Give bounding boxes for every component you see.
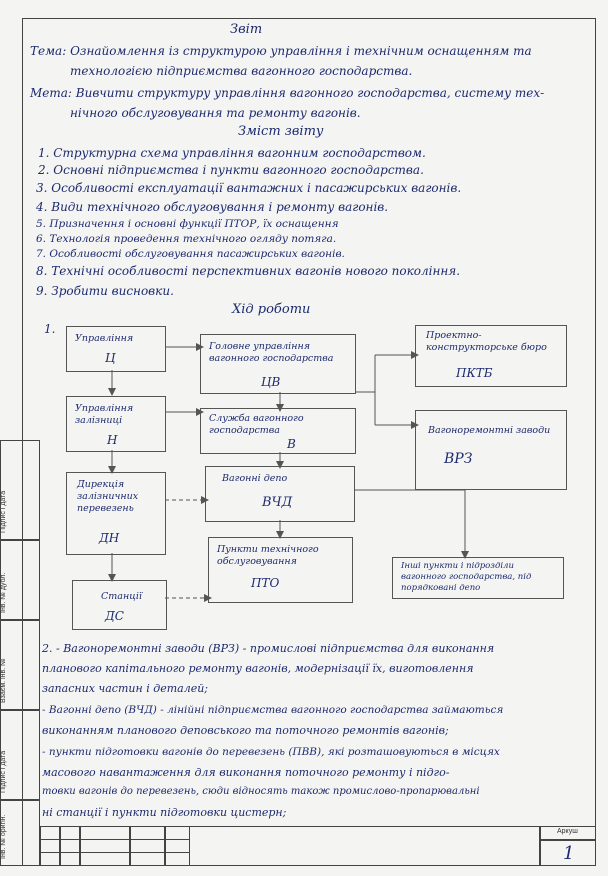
contents-item-2: 2. Основні підприємства і пункти вагонного господарства.: [38, 163, 424, 177]
contents-item-5: 5. Призначення і основні функції ПТОР, їх оснащення: [36, 218, 339, 230]
contents-item-9: 9. Зробити висновки.: [36, 284, 174, 298]
side-cell-mutual-inv: Взаєм. інв. №: [0, 620, 40, 710]
report-title: Звіт: [230, 22, 263, 37]
side-cell-dup-inv: Інв. № дубл.: [0, 540, 40, 620]
contents-item-1: 1. Структурна схема управління вагонним господарством.: [38, 146, 426, 160]
topic-line-1: Тема: Ознайомлення із структурою управління і технічним оснащенням та: [30, 44, 532, 58]
box-uz: Управління Ц: [66, 326, 166, 372]
progress-heading: Хід роботи: [232, 302, 311, 317]
contents-item-7: 7. Особливості обслуговування пасажирських вагонів.: [36, 248, 345, 260]
sheet-label: Аркуш: [557, 828, 578, 835]
goal-line-1: Мета: Вивчити структуру управління вагонного господарства, систему тех-: [30, 86, 545, 100]
contents-heading: Зміст звіту: [238, 124, 324, 139]
side-cell-signature-2: Підпис і дата: [0, 710, 40, 800]
para-line-8: товки вагонів до перевезень, сюди відносять також промислово-пропарювальні: [42, 786, 480, 797]
side-cell-signature-1: Підпис і дата: [0, 440, 40, 540]
sheet-number: 1: [563, 843, 575, 864]
side-cell-orig-inv: Інв. № оригін.: [0, 800, 40, 866]
box-wagon-service: Служба вагонного господарства В: [200, 408, 356, 454]
box-wagon-depot: Вагонні депо ВЧД: [205, 466, 355, 522]
contents-item-6: 6. Технологія проведення технічного огляду потяга.: [36, 233, 337, 245]
box-stations: Станції ДС: [72, 580, 167, 630]
para-line-4: - Вагонні депо (ВЧД) - лінійні підприємства вагонного господарства займаються: [42, 704, 504, 716]
contents-item-3: 3. Особливості експлуатації вантажних і пасажирських вагонів.: [36, 181, 462, 195]
box-railway-management: Управління залізниці Н: [66, 396, 166, 452]
para-line-5: виконанням планового деповського та поточного ремонтів вагонів;: [42, 724, 449, 737]
para-line-2: планового капітального ремонту вагонів, модернізації їх, виготовлення: [42, 662, 474, 675]
box-repair-plants: Вагоноремонтні заводи ВРЗ: [415, 410, 567, 490]
para-line-6: - пункти підготовки вагонів до перевезень (ПВВ), які розташовуються в місцях: [42, 746, 500, 758]
box-main-wagon-management: Головне управління вагонного господарства ЦВ: [200, 334, 356, 394]
contents-item-8: 8. Технічні особливості перспективних вагонів нового покоління.: [36, 264, 461, 278]
box-transport-directorate: Дирекція залізничних перевезень ДН: [66, 472, 166, 555]
para-line-3: запасних частин і деталей;: [42, 682, 208, 695]
box-other-points: Інші пункти і підрозділи вагонного господарства, під порядковані депо: [392, 557, 564, 599]
goal-line-2: нічного обслуговування та ремонту вагонів.: [70, 106, 361, 120]
box-design-bureau: Проектно-конструкторське бюро ПКТБ: [415, 325, 567, 387]
topic-line-2: технологією підприємства вагонного господарства.: [70, 64, 413, 78]
para-line-9: ні станції і пункти підготовки цистерн;: [42, 806, 287, 819]
para-line-1: 2. - Вагоноремонтні заводи (ВРЗ) - промислові підприємства для виконання: [42, 642, 495, 655]
item-number: 1.: [44, 322, 56, 336]
contents-item-4: 4. Види технічного обслуговування і ремонту вагонів.: [36, 200, 389, 214]
box-tech-service-points: Пункти технічного обслуговування ПТО: [208, 537, 353, 603]
para-line-7: масового навантаження для виконання поточного ремонту і підго-: [42, 766, 450, 779]
